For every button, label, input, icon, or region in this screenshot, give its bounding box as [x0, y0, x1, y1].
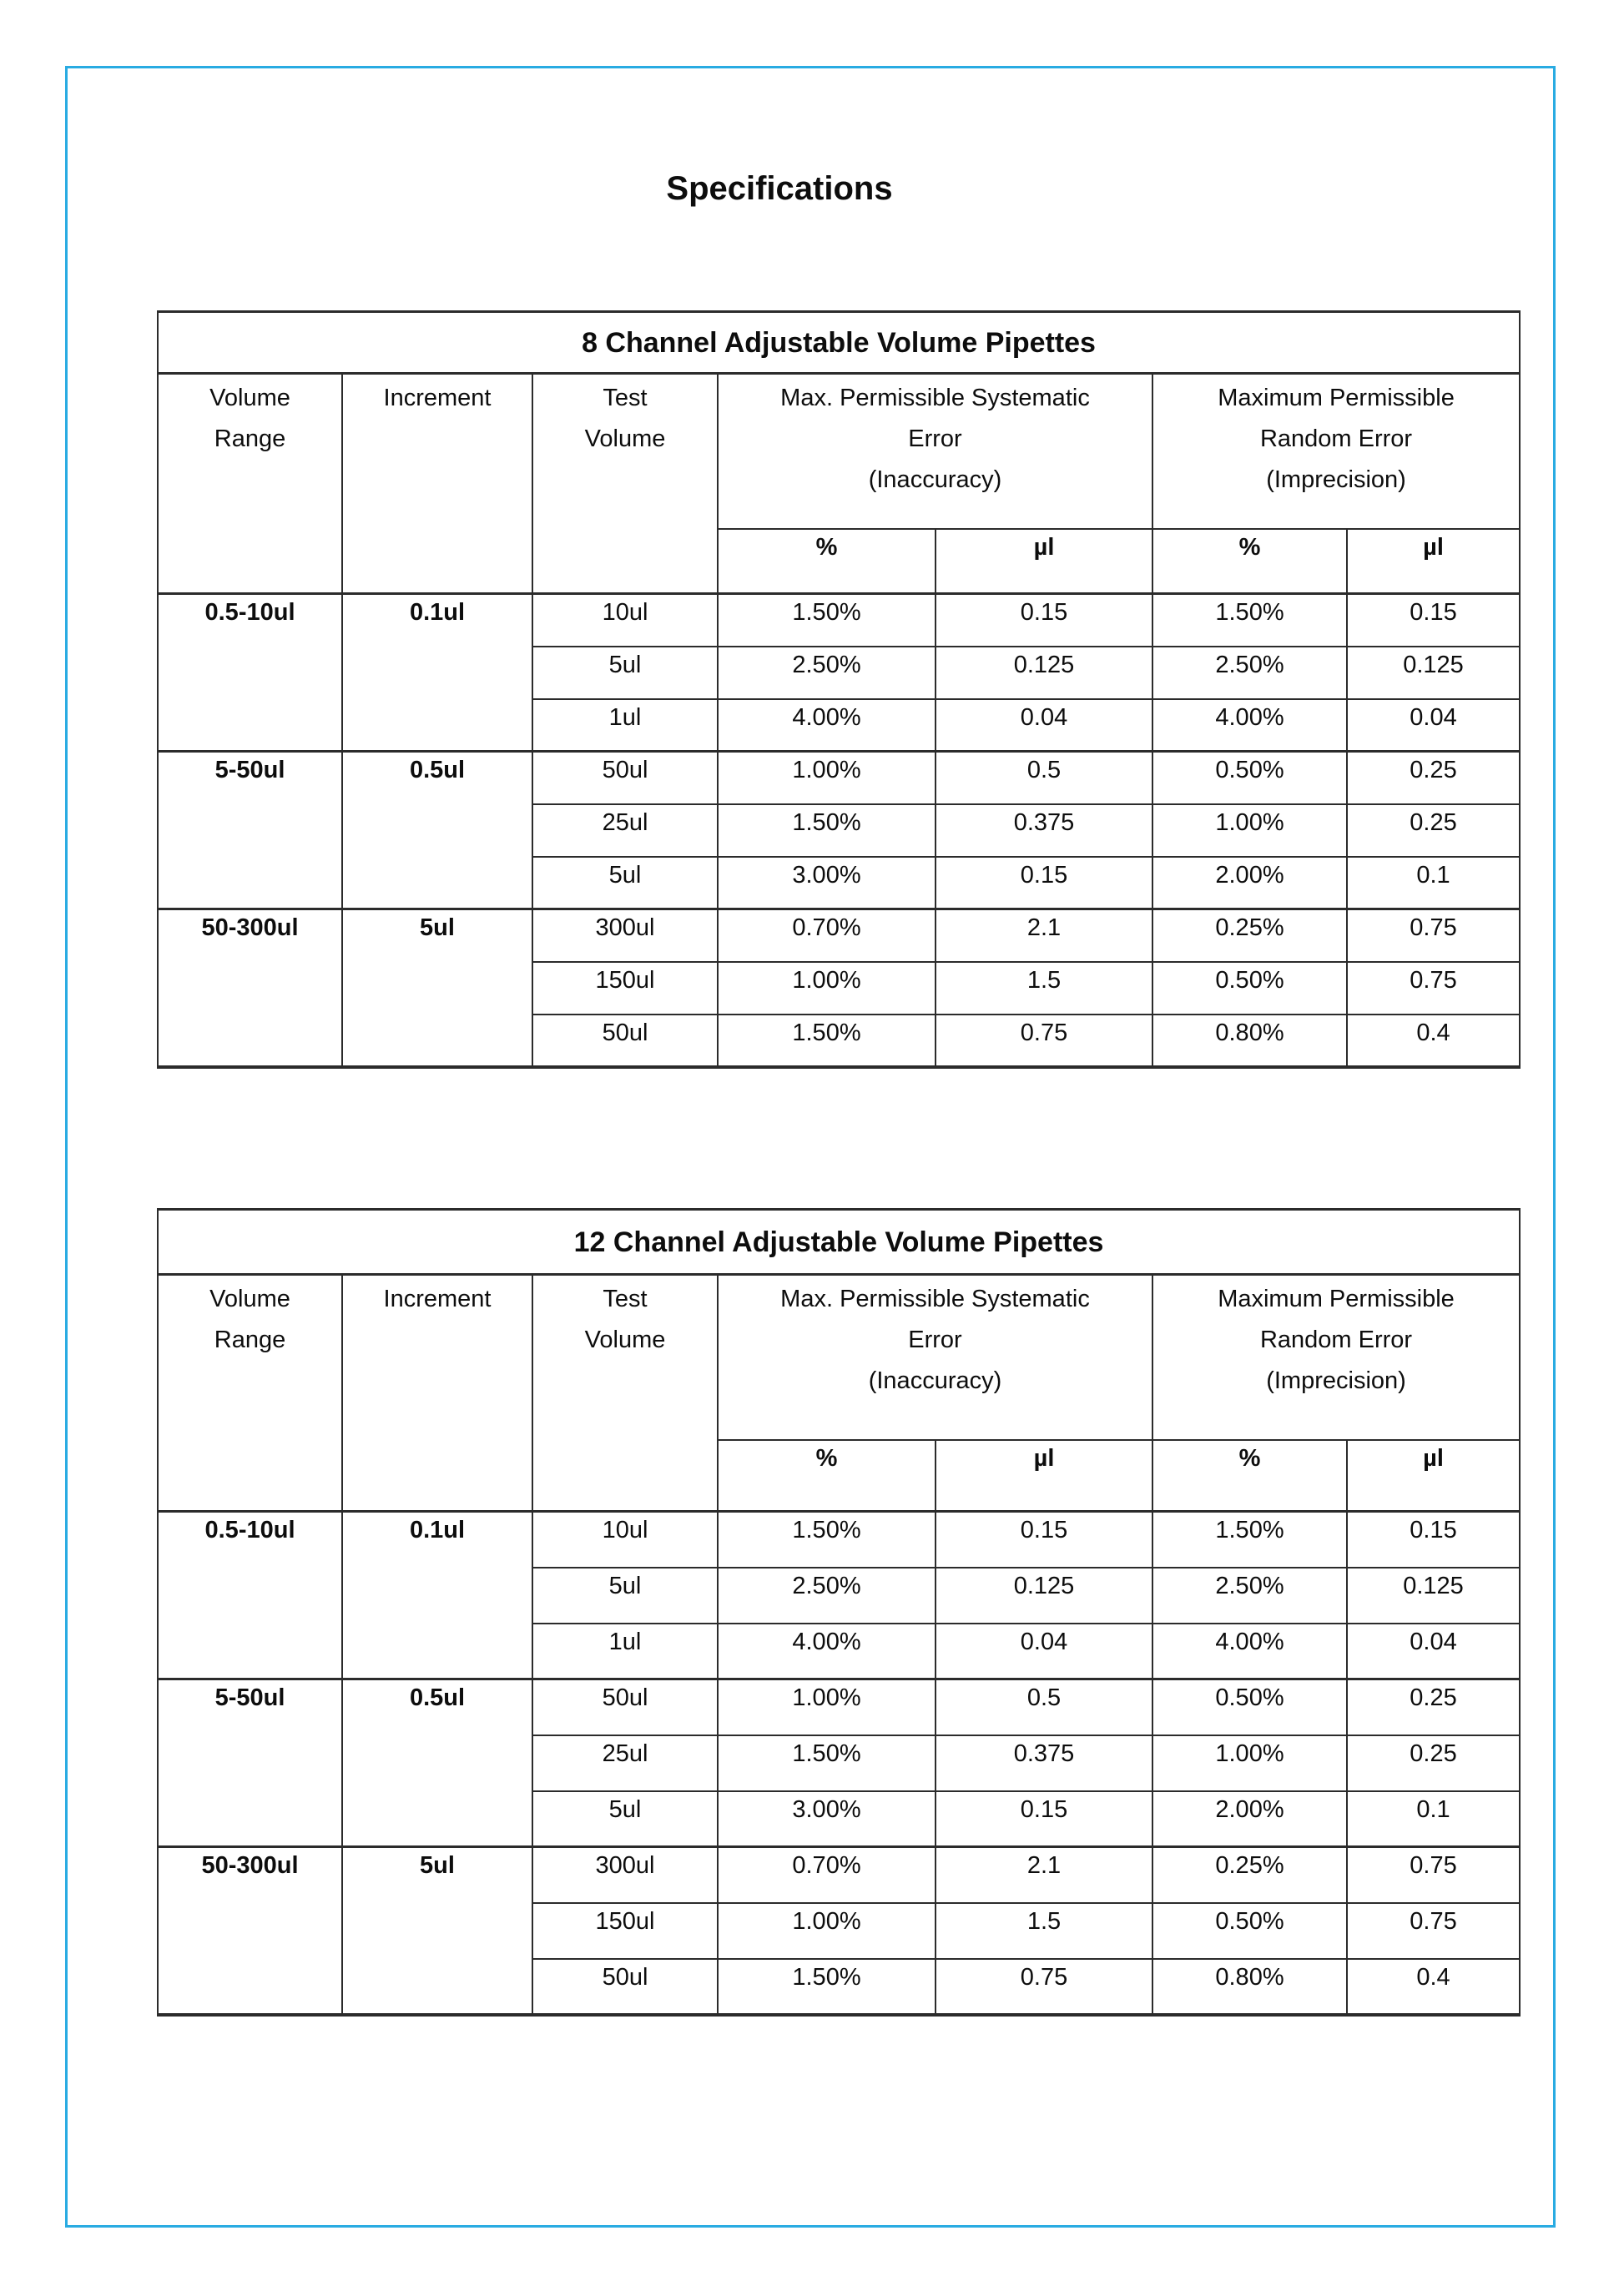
cell-sys-error-ul: 0.15 — [936, 1791, 1152, 1847]
cell-rand-error-pct: 0.25% — [1152, 1847, 1347, 1903]
cell-rand-error-ul: 0.125 — [1347, 1568, 1520, 1624]
cell-sys-error-pct: 2.50% — [718, 647, 936, 699]
spec-table-12-channel — [157, 1208, 1521, 2017]
header-systematic-error — [718, 374, 1152, 529]
cell-increment: 5ul — [342, 1847, 532, 2015]
header-line: (Imprecision) — [1266, 1367, 1406, 1394]
header-line: Error — [908, 1327, 962, 1353]
cell-sys-error-ul: 0.75 — [936, 1959, 1152, 2015]
cell-test-volume: 10ul — [532, 594, 718, 647]
cell-sys-error-ul: 2.1 — [936, 1847, 1152, 1903]
header-line: (Inaccuracy) — [868, 1367, 1002, 1394]
cell-test-volume: 300ul — [532, 909, 718, 962]
cell-test-volume: 5ul — [532, 1791, 718, 1847]
header-increment — [342, 374, 532, 594]
table-row — [158, 1847, 1520, 1903]
cell-sys-error-pct: 3.00% — [718, 1791, 936, 1847]
header-line: Max. Permissible Systematic — [780, 385, 1090, 411]
cell-test-volume: 5ul — [532, 647, 718, 699]
subheader-rand-pct: % — [1152, 1440, 1347, 1512]
cell-rand-error-pct: 2.50% — [1152, 647, 1347, 699]
cell-rand-error-pct: 1.00% — [1152, 804, 1347, 857]
cell-test-volume: 50ul — [532, 752, 718, 804]
table-title: 8 Channel Adjustable Volume Pipettes — [158, 312, 1520, 374]
header-line: Test — [603, 385, 648, 411]
header-line: Volume — [209, 1286, 290, 1312]
cell-test-volume: 25ul — [532, 1735, 718, 1791]
cell-rand-error-pct: 0.50% — [1152, 752, 1347, 804]
subheader-sys-pct: % — [718, 529, 936, 594]
cell-rand-error-pct: 0.50% — [1152, 1903, 1347, 1959]
cell-test-volume: 5ul — [532, 857, 718, 909]
cell-sys-error-ul: 0.5 — [936, 752, 1152, 804]
cell-test-volume: 50ul — [532, 1679, 718, 1735]
cell-sys-error-pct: 1.50% — [718, 1015, 936, 1067]
cell-increment: 5ul — [342, 909, 532, 1067]
cell-rand-error-ul: 0.15 — [1347, 594, 1520, 647]
cell-rand-error-ul: 0.75 — [1347, 909, 1520, 962]
cell-sys-error-ul: 0.5 — [936, 1679, 1152, 1735]
cell-test-volume: 1ul — [532, 699, 718, 752]
header-line: (Inaccuracy) — [868, 466, 1002, 493]
cell-sys-error-pct: 1.00% — [718, 752, 936, 804]
header-volume-range — [158, 374, 342, 594]
cell-rand-error-pct: 1.50% — [1152, 594, 1347, 647]
cell-sys-error-pct: 1.50% — [718, 804, 936, 857]
cell-rand-error-ul: 0.25 — [1347, 804, 1520, 857]
cell-rand-error-ul: 0.75 — [1347, 962, 1520, 1015]
header-line: Range — [214, 425, 286, 452]
cell-sys-error-pct: 2.50% — [718, 1568, 936, 1624]
cell-sys-error-ul: 0.125 — [936, 647, 1152, 699]
cell-sys-error-pct: 1.50% — [718, 1735, 936, 1791]
header-line: Range — [214, 1327, 286, 1353]
table-title-row — [158, 1210, 1520, 1275]
cell-volume-range: 0.5-10ul — [158, 1512, 342, 1679]
cell-rand-error-ul: 0.1 — [1347, 1791, 1520, 1847]
cell-sys-error-pct: 4.00% — [718, 699, 936, 752]
cell-increment: 0.5ul — [342, 1679, 532, 1847]
cell-rand-error-pct: 0.80% — [1152, 1015, 1347, 1067]
cell-sys-error-pct: 1.00% — [718, 1903, 936, 1959]
header-line: Max. Permissible Systematic — [780, 1286, 1090, 1312]
subheader-sys-ul: µl — [936, 1440, 1152, 1512]
cell-sys-error-ul: 0.75 — [936, 1015, 1152, 1067]
page-title: Specifications — [666, 170, 893, 207]
cell-test-volume: 300ul — [532, 1847, 718, 1903]
subheader-rand-ul: µl — [1347, 529, 1520, 594]
cell-volume-range: 5-50ul — [158, 1679, 342, 1847]
cell-rand-error-ul: 0.04 — [1347, 1624, 1520, 1679]
cell-rand-error-pct: 1.50% — [1152, 1512, 1347, 1568]
cell-volume-range: 5-50ul — [158, 752, 342, 909]
table-title-row — [158, 312, 1520, 374]
cell-rand-error-pct: 1.00% — [1152, 1735, 1347, 1791]
cell-sys-error-pct: 0.70% — [718, 909, 936, 962]
cell-rand-error-ul: 0.4 — [1347, 1015, 1520, 1067]
cell-rand-error-pct: 2.00% — [1152, 857, 1347, 909]
cell-sys-error-pct: 3.00% — [718, 857, 936, 909]
cell-sys-error-ul: 0.375 — [936, 804, 1152, 857]
subheader-rand-pct: % — [1152, 529, 1347, 594]
header-random-error — [1152, 1275, 1520, 1440]
header-systematic-error — [718, 1275, 1152, 1440]
cell-sys-error-pct: 1.00% — [718, 962, 936, 1015]
cell-sys-error-ul: 0.15 — [936, 594, 1152, 647]
header-line: Error — [908, 425, 962, 452]
cell-rand-error-ul: 0.25 — [1347, 752, 1520, 804]
cell-sys-error-ul: 2.1 — [936, 909, 1152, 962]
subheader-rand-ul: µl — [1347, 1440, 1520, 1512]
cell-sys-error-pct: 1.50% — [718, 1512, 936, 1568]
cell-rand-error-pct: 4.00% — [1152, 1624, 1347, 1679]
cell-rand-error-pct: 2.50% — [1152, 1568, 1347, 1624]
header-line: Volume — [584, 1327, 666, 1353]
header-line: Increment — [383, 1286, 492, 1312]
spec-table-8-channel — [157, 310, 1521, 1069]
cell-sys-error-pct: 1.50% — [718, 594, 936, 647]
header-line: Maximum Permissible — [1218, 385, 1455, 411]
cell-rand-error-pct: 0.80% — [1152, 1959, 1347, 2015]
cell-increment: 0.5ul — [342, 752, 532, 909]
header-increment — [342, 1275, 532, 1512]
cell-test-volume: 25ul — [532, 804, 718, 857]
cell-sys-error-ul: 0.375 — [936, 1735, 1152, 1791]
cell-sys-error-pct: 4.00% — [718, 1624, 936, 1679]
cell-rand-error-ul: 0.75 — [1347, 1903, 1520, 1959]
table-title: 12 Channel Adjustable Volume Pipettes — [158, 1210, 1520, 1275]
table-header-row — [158, 374, 1520, 529]
header-line: Test — [603, 1286, 648, 1312]
header-line: Volume — [209, 385, 290, 411]
cell-sys-error-ul: 0.125 — [936, 1568, 1152, 1624]
table-header-row — [158, 1275, 1520, 1440]
table-row — [158, 594, 1520, 647]
header-line: Random Error — [1259, 1327, 1413, 1353]
cell-test-volume: 150ul — [532, 962, 718, 1015]
cell-rand-error-ul: 0.04 — [1347, 699, 1520, 752]
cell-test-volume: 1ul — [532, 1624, 718, 1679]
cell-rand-error-ul: 0.1 — [1347, 857, 1520, 909]
header-line: Maximum Permissible — [1218, 1286, 1455, 1312]
cell-rand-error-pct: 2.00% — [1152, 1791, 1347, 1847]
cell-rand-error-pct: 4.00% — [1152, 699, 1347, 752]
cell-rand-error-pct: 0.50% — [1152, 1679, 1347, 1735]
cell-increment: 0.1ul — [342, 594, 532, 752]
cell-test-volume: 5ul — [532, 1568, 718, 1624]
header-test-volume — [532, 374, 718, 594]
cell-test-volume: 50ul — [532, 1959, 718, 2015]
cell-rand-error-ul: 0.125 — [1347, 647, 1520, 699]
cell-test-volume: 150ul — [532, 1903, 718, 1959]
cell-sys-error-ul: 0.04 — [936, 1624, 1152, 1679]
table-row — [158, 909, 1520, 962]
cell-rand-error-ul: 0.15 — [1347, 1512, 1520, 1568]
cell-sys-error-ul: 0.04 — [936, 699, 1152, 752]
cell-rand-error-ul: 0.4 — [1347, 1959, 1520, 2015]
subheader-sys-pct: % — [718, 1440, 936, 1512]
table-row — [158, 752, 1520, 804]
cell-sys-error-pct: 1.50% — [718, 1959, 936, 2015]
cell-rand-error-ul: 0.75 — [1347, 1847, 1520, 1903]
subheader-sys-ul: µl — [936, 529, 1152, 594]
cell-volume-range: 0.5-10ul — [158, 594, 342, 752]
cell-sys-error-ul: 0.15 — [936, 1512, 1152, 1568]
cell-sys-error-pct: 1.00% — [718, 1679, 936, 1735]
cell-volume-range: 50-300ul — [158, 909, 342, 1067]
header-volume-range — [158, 1275, 342, 1512]
cell-sys-error-ul: 0.15 — [936, 857, 1152, 909]
cell-increment: 0.1ul — [342, 1512, 532, 1679]
table-row — [158, 1679, 1520, 1735]
header-line: Random Error — [1259, 425, 1413, 452]
cell-volume-range: 50-300ul — [158, 1847, 342, 2015]
cell-rand-error-pct: 0.25% — [1152, 909, 1347, 962]
table-row — [158, 1512, 1520, 1568]
header-random-error — [1152, 374, 1520, 529]
header-line: Volume — [584, 425, 666, 452]
cell-rand-error-ul: 0.25 — [1347, 1735, 1520, 1791]
header-line: (Imprecision) — [1266, 466, 1406, 493]
cell-test-volume: 50ul — [532, 1015, 718, 1067]
cell-test-volume: 10ul — [532, 1512, 718, 1568]
header-test-volume — [532, 1275, 718, 1512]
cell-rand-error-ul: 0.25 — [1347, 1679, 1520, 1735]
cell-sys-error-pct: 0.70% — [718, 1847, 936, 1903]
cell-rand-error-pct: 0.50% — [1152, 962, 1347, 1015]
header-line: Increment — [383, 385, 492, 411]
cell-sys-error-ul: 1.5 — [936, 962, 1152, 1015]
cell-sys-error-ul: 1.5 — [936, 1903, 1152, 1959]
